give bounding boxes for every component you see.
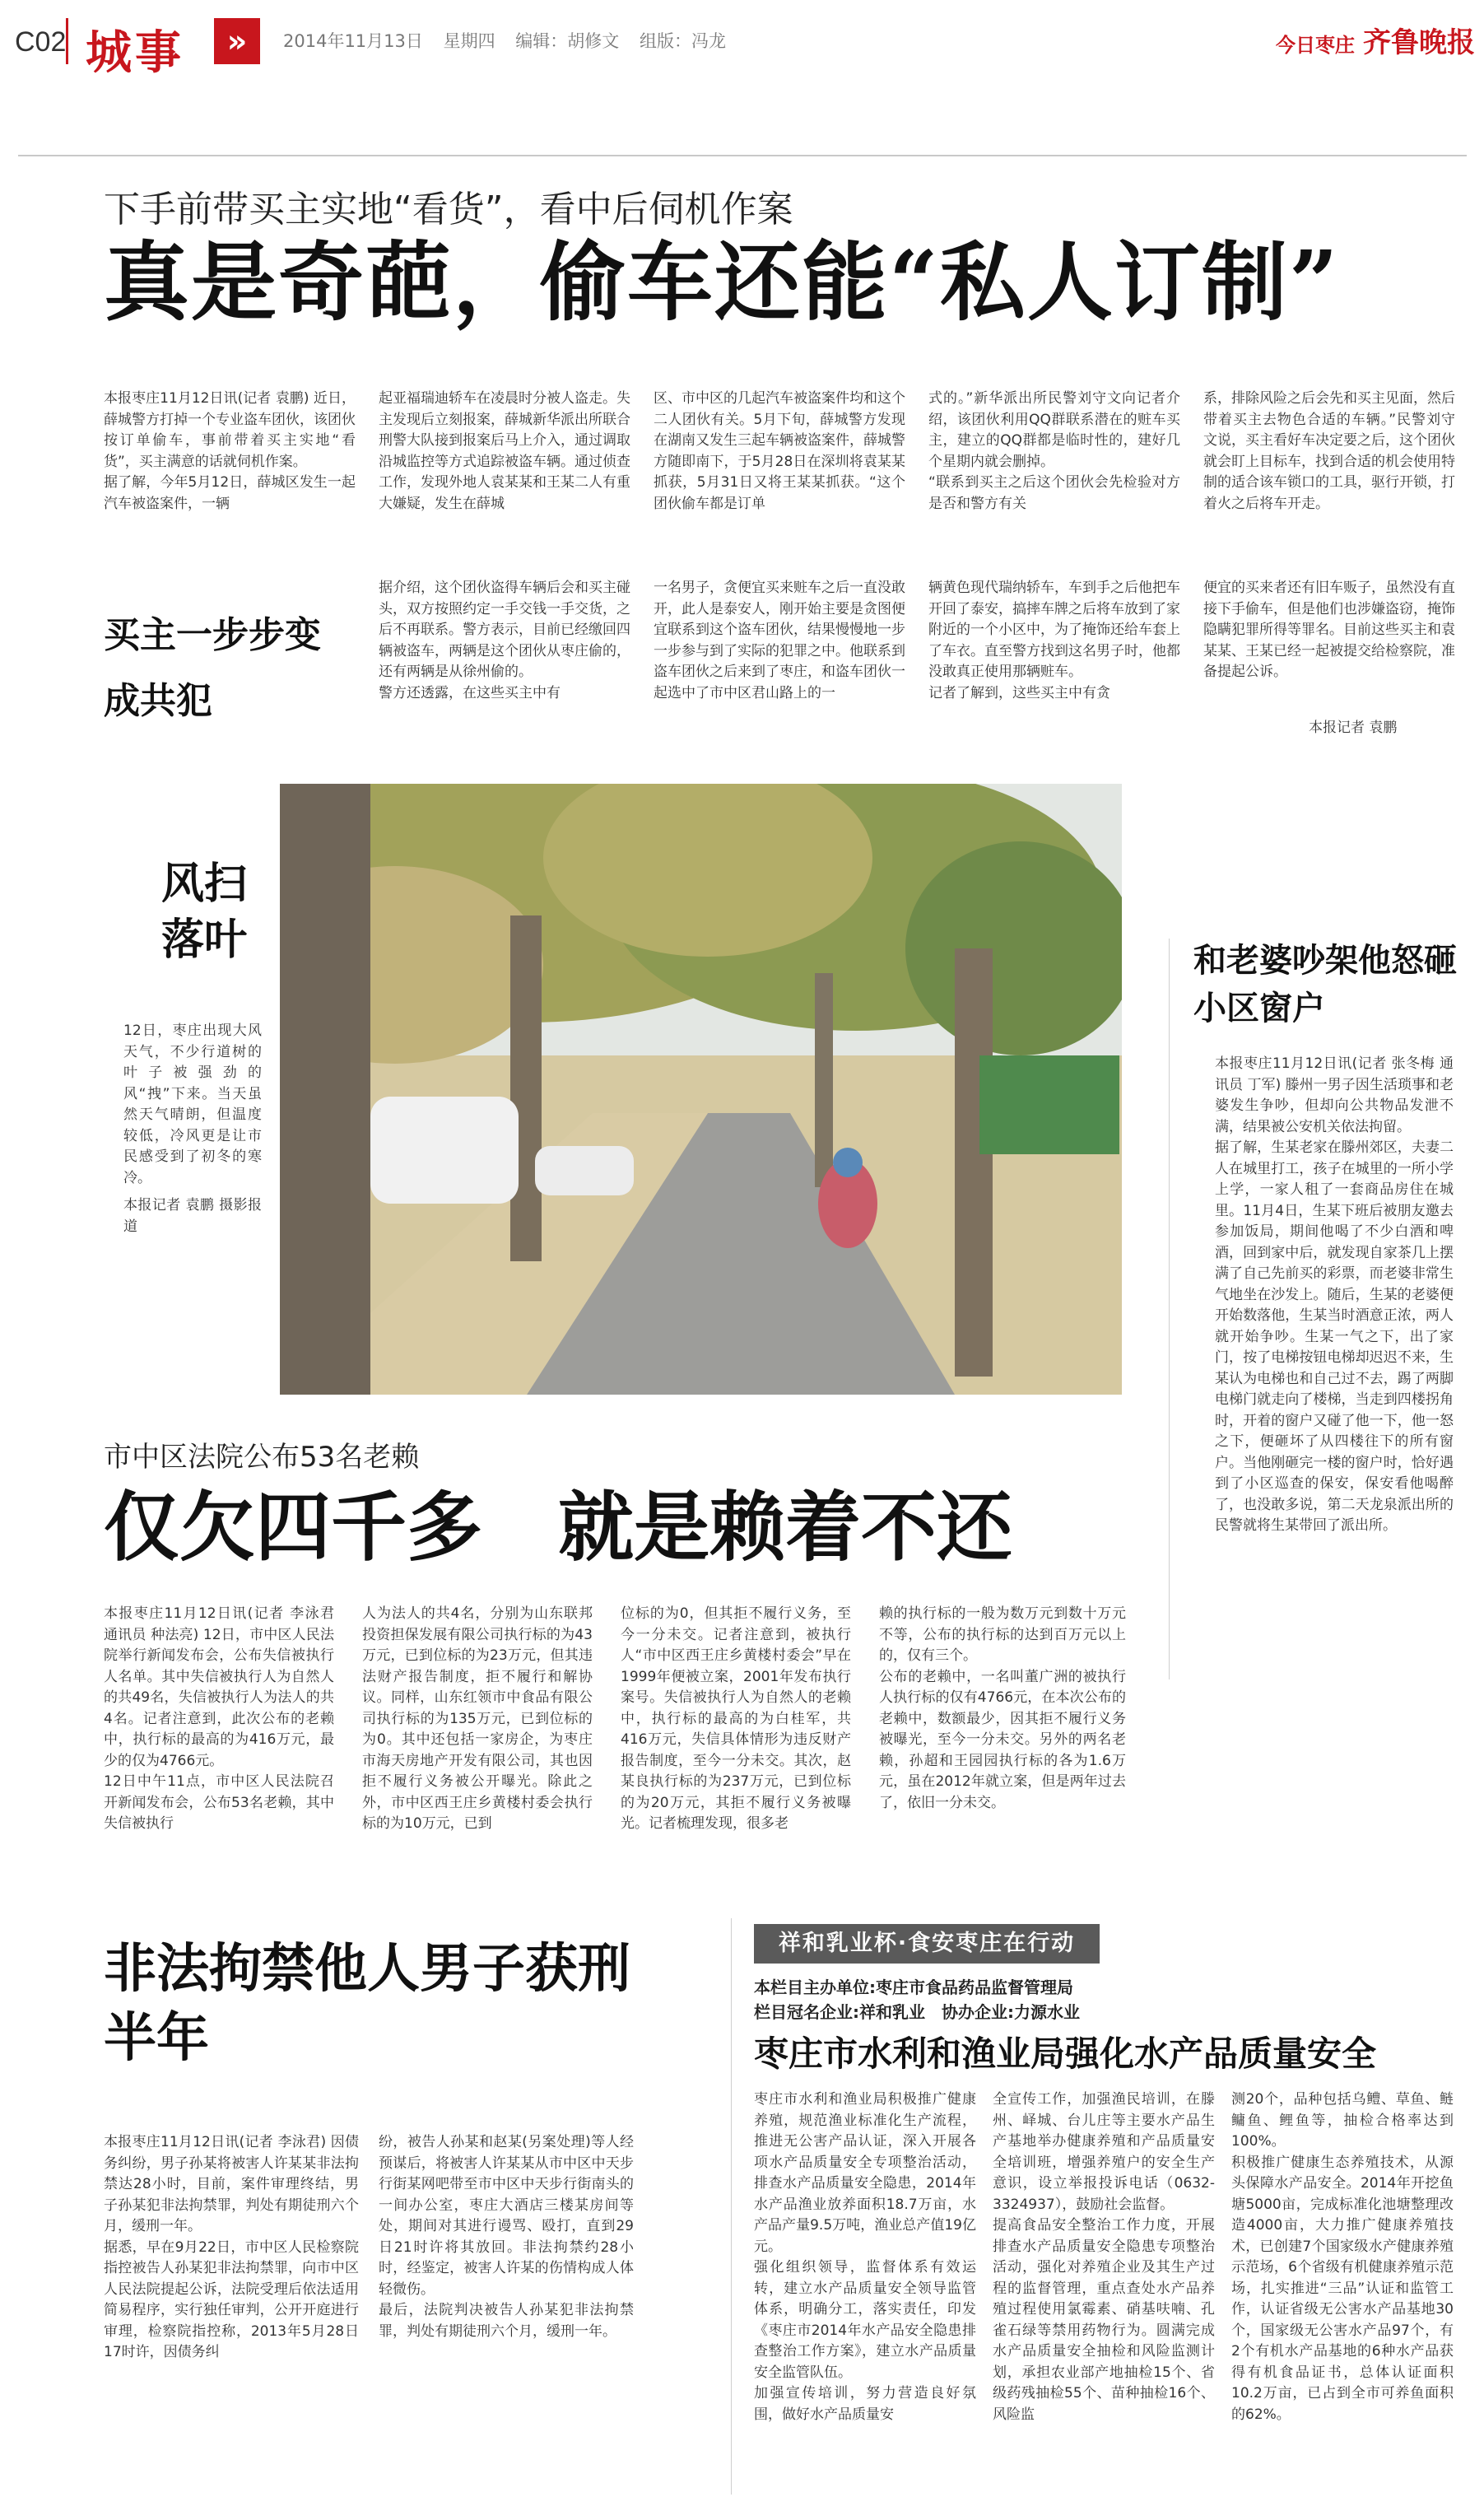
story3-col-2: 人为法人的共4名，分别为山东联邦投资担保发展有限公司执行标的为43万元，已到位标的为23万元，但其违法财产报告制度，拒不履行和解协议。同样，山东红领市中食品有限公司执行标的为135万元，已到位标的为0。其中还包括一家房企，为枣庄市海天房地产开发有限公司，其也因拒不履行义务被公开曝光。除此之外，市中区西王庄乡黄楼村委会执行标的为10万元，已到 xyxy=(362,1605,593,1832)
story1-subhead: 买主一步步变成共犯 xyxy=(104,614,321,722)
editor: 编辑：胡修文 xyxy=(515,31,620,51)
story1-col-7: 一名男子，贪便宜买来赃车之后一直没敢开，此人是泰安人，刚开始主要是贪图便宜联系到这个盗车团伙，结果慢慢地一步一步参与到了实际的犯罪之中。他联系到盗车团伙之后来到了枣庄，和盗车团伙一起选中了市中区君山路上的一 xyxy=(654,580,905,701)
story1-byline: 本报记者 袁鹏 xyxy=(1309,720,1398,736)
brand-name: 齐鲁晚报 xyxy=(1363,26,1475,59)
column-organizer: 本栏目主办单位:枣庄市食品药品监督管理局 xyxy=(754,1978,1073,1997)
newspaper-brand xyxy=(1276,20,1475,60)
story1-kicker: 下手前带买主实地“看货”，看中后伺机作案 xyxy=(104,189,793,231)
page-header xyxy=(0,0,1484,82)
story1-col-5: 系，排除风险之后会先和买主见面，然后带着买主去物色合适的车辆。”民警刘守文说，买主看好车决定要之后，这个团伙就会盯上目标车，找到合适的机会使用特制的适合该车锁口的工具，驱行开锁，打着火之后将车开走。 xyxy=(1203,390,1455,512)
header-rule xyxy=(18,155,1467,156)
story3-kicker: 市中区法院公布53名老赖 xyxy=(104,1441,420,1474)
story3-headline: 仅欠四千多 就是赖着不还 xyxy=(104,1483,1013,1572)
story1-col-9: 便宜的买来者还有旧车贩子，虽然没有直接下手偷车，但是他们也涉嫌盗窃，掩饰隐瞒犯罪所得等罪名。目前这些买主和袁某某、王某已经一起被提交给检察院，准备提起公诉。 xyxy=(1203,580,1455,680)
photo-story-title: 风扫落叶 xyxy=(161,860,248,965)
story1-col-8: 辆黄色现代瑞纳轿车，车到手之后他把车开回了泰安，搞摔车牌之后将车放到了家附近的一个小区中，为了掩饰还给车套上了车衣。直至警方找到这名男子时，他都没敢真正使用那辆赃车。 记者了解到，这些买主中有贪 xyxy=(928,580,1180,701)
photo-caption: 12日，枣庄出现大风天气，不少行道树的叶子被强劲的风“拽”下来。当天虽然天气晴朗，但温度较低，冷风更是让市民感受到了初冬的寒冷。 xyxy=(123,1023,262,1186)
story5-headline: 枣庄市水利和渔业局强化水产品质量安全 xyxy=(754,2033,1377,2074)
layout-credit: 组版：冯龙 xyxy=(639,31,726,51)
story4-col-2: 纷，被告人孙某和赵某(另案处理)等人经预谋后，将被害人许某某从市中区中天步行街某网吧带至市中区中天步行街南头的一间办公室，枣庄大酒店三楼某房间等处，期间对其进行谩骂、殴打，直到29日21时许将其放回。非法拘禁约28小时，经鉴定，被害人许某的伤情构成人体轻微伤。 最后，法院判决被告人孙某犯非法拘禁罪，判处有期徒刑六个月，缓刑一年。 xyxy=(379,2134,634,2340)
story3-col-1: 本报枣庄11月12日讯(记者 李泳君 通讯员 种法亮) 12日，市中区人民法院举行新闻发布会，公布失信被执行人名单。其中失信被执行人为自然人的共49名，失信被执行人为法人的共4名。记者注意到，此次公布的老赖中，执行标的最高的为416万元，最少的仅为4766元。 12日中午11点，市中区人民法院召开新闻发布会，公布53名老赖，其中失信被执行 xyxy=(104,1605,334,1832)
story5-col-1: 枣庄市水利和渔业局积极推广健康养殖，规范渔业标准化生产流程，推进无公害产品认证，深入开展各项水产品质量安全专项整治活动，排查水产品质量安全隐患，2014年水产品渔业放养面积18.7万亩，水产品产量9.5万吨，渔业总产值19亿元。 强化组织领导，监督体系有效运转，建立水产品质量安全领导监管体系，明确分工，落实责任，印发《枣庄市2014年水产品安全隐患排查整治工作方案》，建立水产品质量安全监管队伍。 加强宣传培训，努力营造良好氛围，做好水产品质量安 xyxy=(754,2091,976,2423)
street-photo xyxy=(280,784,1122,1395)
story1-col-2: 起亚福瑞迪轿车在凌晨时分被人盗走。失主发现后立刻报案，薛城新华派出所联合刑警大队接到报案后马上介入，通过调取沿城监控等方式追踪被盗车辆。通过侦查工作，发现外地人袁某某和王某二人有重大嫌疑，发生在薛城 xyxy=(379,390,630,512)
column-banner: 祥和乳业杯·食安枣庄在行动 xyxy=(754,1924,1100,1964)
story5-col-2: 全宣传工作，加强渔民培训，在滕州、峄城、台儿庄等主要水产品生产基地举办健康养殖和产品质量安全培训班，增强养殖户的安全生产意识，设立举报投诉电话（0632-3324937），鼓励社会监督。 提高食品安全整治工作力度，开展排查水产品质量安全隐患专项整治活动，强化对养殖企业及其生产过程的监督管理，重点查处水产品养殖过程使用氯霉素、硝基呋喃、孔雀石绿等禁用药物行为。圆满完成水产品质量安全抽检和风险监测计划，承担农业部产地抽检15个、省级药残抽检55个、苗种抽检16个、风险监 xyxy=(993,2091,1215,2423)
column-sponsors: 栏目冠名企业:祥和乳业 协办企业:力源水业 xyxy=(754,2002,1080,2022)
column-rule xyxy=(1169,939,1170,1679)
story1-col-3: 区、市中区的几起汽车被盗案件均和这个二人团伙有关。5月下旬，薛城警方发现在湖南又发生三起车辆被盗案件，薛城警方随即南下，于5月28日在深圳将袁某某抓获，5月31日又将王某某抓获。“这个团伙偷车都是订单 xyxy=(654,390,905,512)
header-divider xyxy=(66,18,68,64)
story1-col-6: 据介绍，这个团伙盗得车辆后会和买主碰头，双方按照约定一手交钱一手交货，之后不再联系。警方表示，目前已经缴回四辆被盗车，两辆是这个团伙从枣庄偷的，还有两辆是从徐州偷的。 警方还透露，在这些买主中有 xyxy=(379,580,630,701)
brand-prefix: 今日枣庄 xyxy=(1276,34,1355,57)
section-title: 城事 xyxy=(86,26,184,80)
issue-date: 2014年11月13日 xyxy=(283,31,423,51)
story4-headline: 非法拘禁他人男子获刑半年 xyxy=(104,1938,630,2069)
issue-meta xyxy=(283,28,741,53)
issue-weekday: 星期四 xyxy=(443,31,495,51)
chevron-right-icon: » xyxy=(214,18,260,64)
story4-col-1: 本报枣庄11月12日讯(记者 李泳君) 因债务纠纷，男子孙某将被害人许某某非法拘禁达28小时，目前，案件审理终结，男子孙某犯非法拘禁罪，判处有期徒刑六个月，缓刑一年。 据悉，早在9月22日，市中区人民检察院指控被告人孙某犯非法拘禁罪，向市中区人民法院提起公诉，法院受理后依法适用简易程序，实行独任审判，公开开庭进行审理，检察院指控称，2013年5月28日17时许，因债务纠 xyxy=(104,2134,359,2360)
story1-col-4: 式的。”新华派出所民警刘守文向记者介绍，该团伙利用QQ群联系潜在的赃车买主，建立的QQ群都是临时性的，建好几个星期内就会删掉。 “联系到买主之后这个团伙会先检验对方是否和警方有关 xyxy=(928,390,1180,512)
story3-col-3: 位标的为0，但其拒不履行义务，至今一分未交。记者注意到，被执行人“市中区西王庄乡黄楼村委会”早在1999年便被立案，2001年发布执行案号。失信被执行人为自然人的老赖中，执行标的最高的为白桂军，共416万元，失信具体情形为违反财产报告制度，至今一分未交。其次，赵某良执行标的为237万元，已到位标的为20万元，其拒不履行义务被曝光。记者梳理发现，很多老 xyxy=(621,1605,851,1832)
story5-col-3: 测20个，品种包括乌鳢、草鱼、鲢鳙鱼、鲤鱼等，抽检合格率达到100%。 积极推广健康生态养殖技术，从源头保障水产品安全。2014年开挖鱼塘5000亩，完成标准化池塘整理改造4000亩，大力推广健康养殖技术，已创建7个国家级水产健康养殖示范场，6个省级有机健康养殖示范场，扎实推进“三品”认证和监管工作，认证省级无公害水产品基地30个，国家级无公害水产品97个，有2个有机水产品基地的6种水产品获得有机食品证书，总体认证面积10.2万亩，已占到全市可养鱼面积的62%。 xyxy=(1231,2091,1454,2423)
page-number: C02 xyxy=(15,26,67,58)
photo-credit: 本报记者 袁鹏 摄影报道 xyxy=(123,1197,262,1235)
story3-col-4: 赖的执行标的一般为数万元到数十万元不等，公布的执行标的达到百万元以上的，仅有三个。 公布的老赖中，一名叫董广洲的被执行人执行标的仅有4766元，在本次公布的老赖中，数额最少，因其拒不履行义务被曝光，至今一分未交。另外的两名老赖，孙超和王园园执行标的各为1.6万元，虽在2012年就立案，但是两年过去了，依旧一分未交。 xyxy=(879,1605,1126,1811)
story1-col-1: 本报枣庄11月12日讯(记者 袁鹏) 近日，薛城警方打掉一个专业盗车团伙，该团伙按订单偷车，事前带着买主实地“看货”，买主满意的话就伺机作案。 据了解，今年5月12日，薛城区发生一起汽车被盗案件，一辆 xyxy=(104,390,356,512)
story2-headline: 和老婆吵架他怒砸小区窗户 xyxy=(1193,942,1457,1027)
story1-headline: 真是奇葩，偷车还能“私人订制” xyxy=(104,231,1340,333)
column-rule-2 xyxy=(731,1918,732,2495)
story2-body: 本报枣庄11月12日讯(记者 张冬梅 通讯员 丁军) 滕州一男子因生活琐事和老婆发生争吵，但却向公共物品发泄不满，结果被公安机关依法拘留。 据了解，生某老家在滕州郊区，夫妻二人在城里打工，孩子在城里的一所小学上学，一家人租了一套商品房住在城里。11月4日，生某下班后被朋友邀去参加饭局，期间他喝了不少白酒和啤酒，回到家中后，就发现自家茶几上摆满了自己先前买的彩票，而老婆非常生气地坐在沙发上。随后，生某的老婆便开始数落他，生某当时酒意正浓，两人就开始争吵。生某一气之下，出了家门，按了电梯按钮电梯却迟迟不来，生某认为电梯也和自己过不去，踢了两脚电梯门就走向了楼梯，当走到四楼拐角时，开着的窗户又碰了他一下，他一怒之下，便砸坏了从四楼往下的所有窗户。当他刚砸完一楼的窗户时，恰好遇到了小区巡查的保安，保安看他喝醉了，也没敢多说，第二天龙泉派出所的民警就将生某带回了派出所。 xyxy=(1215,1055,1454,1534)
